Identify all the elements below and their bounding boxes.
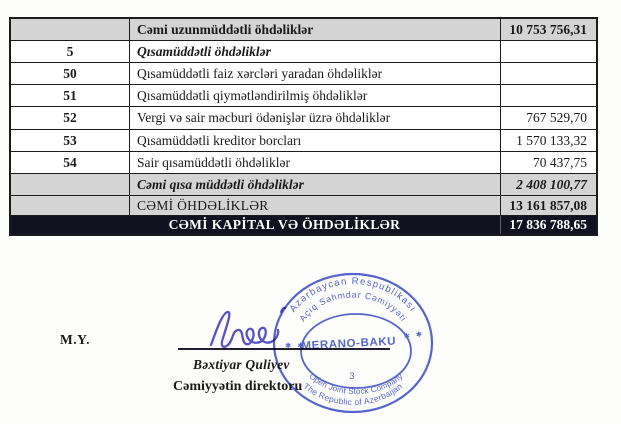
row-value: 1 570 133,32 (500, 130, 596, 151)
table-row (11, 174, 596, 196)
company-stamp (265, 266, 445, 416)
row-code (11, 196, 129, 215)
row-value (500, 41, 596, 62)
table-row-grand-total (11, 216, 596, 234)
row-label: Cəmi qısa müddətli öhdəliklər (129, 174, 500, 195)
row-code: 53 (63, 132, 77, 148)
row-code (11, 174, 129, 195)
row-label: Qısamüddətli öhdəliklər (129, 41, 500, 62)
row-label: Cəmi uzunmüddətli öhdəliklər (129, 19, 500, 40)
row-label: Qısamüddətli qiymətləndirilmiş öhdəliklər (129, 85, 500, 106)
stamp-number: 3 (349, 371, 355, 382)
row-value: 10 753 756,31 (500, 19, 596, 40)
row-code: 50 (63, 65, 77, 81)
row-value: 70 437,75 (500, 152, 596, 173)
row-label: Qısamüddətli faiz xərcləri yaradan öhdəliklər (129, 63, 500, 84)
table-row (11, 107, 596, 130)
row-code: 52 (63, 110, 77, 125)
stamp-stars-right-icon: ✱ ✱ (403, 329, 425, 341)
table-row (11, 196, 596, 216)
table-row (11, 152, 596, 174)
director-name: Bəxtiyar Quliyev (193, 357, 290, 372)
row-code: 51 (63, 87, 77, 103)
table-row (11, 41, 596, 63)
table-row (11, 130, 596, 152)
row-value: 17 836 788,65 (500, 216, 596, 234)
seal-place-label: M.Y. (60, 332, 91, 347)
stamp-country-text-az: Azərbaycan Respublikası (287, 275, 419, 315)
table-row (11, 85, 596, 107)
row-value: 2 408 100,77 (500, 174, 596, 195)
row-code: 54 (63, 154, 77, 170)
stamp-stars-left-icon: ✱ ✱ (285, 341, 306, 350)
row-label: CƏMİ KAPİTAL VƏ ÖHDƏLİKLƏR (168, 217, 401, 232)
row-label: Sair qısamüddətli öhdəliklər (129, 152, 500, 173)
row-label: Vergi və sair məcburi ödənişlər üzrə öhdəliklər (129, 107, 500, 129)
stamp-company-type-text-en: Open Joint Stock Company (307, 371, 405, 397)
stamp-company-type-text-az: Açıq Səhmdar Cəmiyyəti (297, 289, 409, 324)
row-code: 5 (66, 43, 74, 59)
row-value: 13 161 857,08 (500, 196, 596, 215)
liabilities-table (9, 17, 598, 236)
stamp-company-name: MERANO-BAKU (301, 335, 397, 353)
row-label: Qısamüddətli kreditor borcları (129, 130, 500, 151)
director-title: Cəmiyyətin direktoru (173, 379, 303, 394)
row-code (11, 19, 129, 40)
row-label: CƏMİ ÖHDƏLİKLƏR (129, 196, 500, 215)
row-value (500, 85, 596, 106)
table-row (11, 63, 596, 85)
row-value (500, 63, 596, 84)
table-row (11, 19, 596, 41)
stamp-country-text-en: The Republic of Azerbaijan (301, 380, 405, 408)
row-value: 767 529,70 (500, 107, 596, 129)
